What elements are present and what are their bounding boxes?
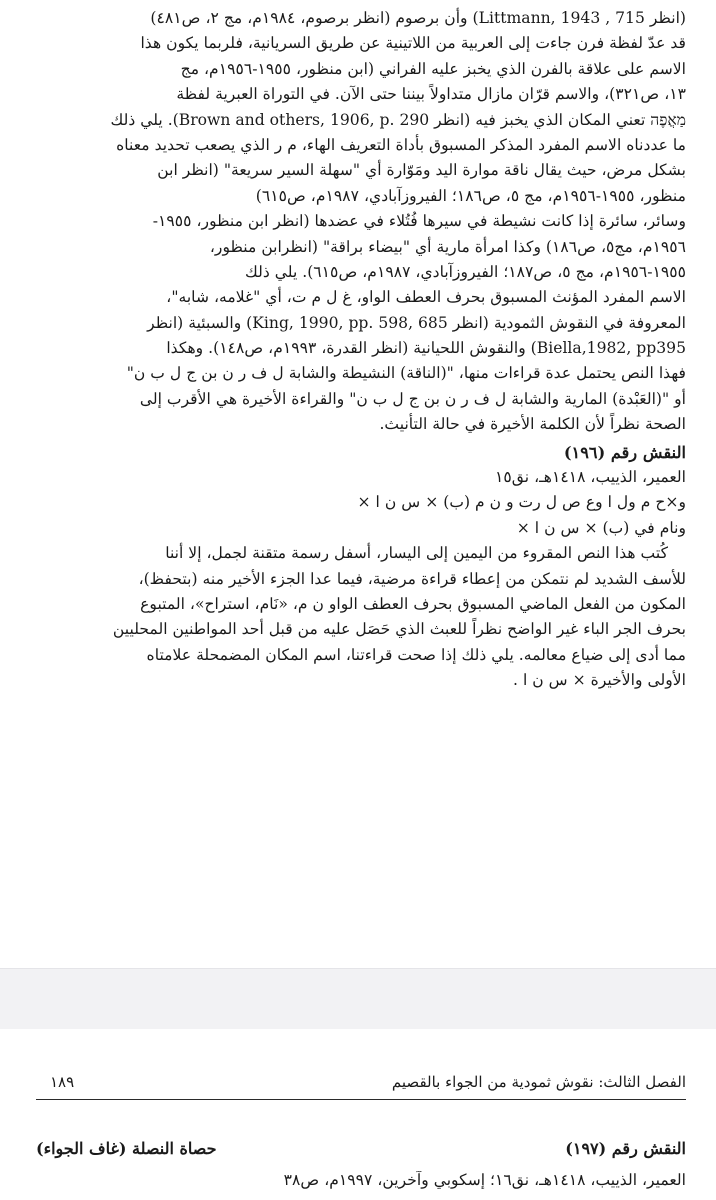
paragraph-line: بحرف الجر الباء غير الواضح نظراً للعبث الذي حَصَل عليه من قبل أحد المواطنين المحليين [112,620,686,639]
chapter-title: الفصل الثالث: نقوش ثمودية من الجواء بالقصيم [391,1073,686,1091]
text-line: Biella,1982, pp395) والنقوش اللحيانية (انظر القدرة، ١٩٩٣م، ص١٤٨). وهكذا [166,339,686,358]
text-line: وسائر، سائرة إذا كانت نشيطة في سيرها فُتُلاء في عضدها (انظر ابن منظور، ١٩٥٥- [152,212,686,231]
section-197-location: حصاة النصلة (غاف الجواء) [36,1139,217,1158]
text-line: الصحة نظراً لأن الكلمة الأخيرة في حالة التأنيث. [379,415,686,434]
text-line: المعروفة في النقوش الثمودية (انظر King, 1990, pp. 598, 685) والسبئية (انظر [147,313,686,332]
text-line: מַאֲפֶה تعني المكان الذي يخبز فيه (انظر Brown and others, 1906, p. 290). يلي ذلك [110,110,686,129]
page-number: ١٨٩ [50,1073,75,1091]
paragraph-line: للأسف الشديد لم نتمكن من إعطاء قراءة مرضية، فيما عدا الجزء الأخير منه (بتحفظ)، [138,569,686,588]
section-196-reference: العمير، الذييب، ١٤١٨هـ، نق١٥ [495,468,686,487]
inscription-line: ونام في (ب) × س ن ا × [516,518,686,537]
paragraph-line: مما أدى إلى ضياع معالمه. يلي ذلك إذا صحت قراءتنا، اسم المكان المضمحلة علامتاه [146,645,686,664]
text-line: ١٩٥٥-١٩٥٦م، مج ٥، ص١٨٧؛ الفيروزآبادي، ١٩٨٧م، ص٦١٥). يلي ذلك [245,262,686,281]
paragraph-line: كُتب هذا النص المقروء من اليمين إلى اليسار، أسفل رسمة متقنة لجمل، إلا أننا [165,544,668,563]
running-header [36,1073,686,1097]
text-line: ١٩٥٦م، مج٥، ص١٨٦) وكذا امرأة مارية أي "بيضاء براقة" (انظرابن منظور، [209,237,686,256]
paragraph-line: الأولى والأخيرة × س ن ا . [513,671,686,690]
body-text [36,6,686,694]
section-196-title: النقش رقم (١٩٦) [563,442,686,462]
page-separator [0,968,716,1030]
text-line: بشكل مرض، حيث يقال ناقة موارة اليد ومَوّارة أي "سهلة السير سريعة" (انظر ابن [157,161,686,180]
text-line: ما عددناه الاسم المفرد المذكر المسبوق بأداة التعريف الهاء، م ر الذي يصعب تحديد معناه [116,135,686,154]
section-197-reference: العمير، الذييب، ١٤١٨هـ، نق١٦؛ إسكوبي وآخرين، ١٩٩٧م، ص٣٨ [283,1171,686,1189]
text-line: (انظر Littmann, 1943 , 715) وأن برصوم (انظر برصوم، ١٩٨٤م، مج ٢، ص٤٨١) [150,9,686,27]
text-line: الاسم على علاقة بالفرن الذي يخبز عليه الفراني (ابن منظور، ١٩٥٥-١٩٥٦م، مج [180,59,686,78]
paragraph-line: المكون من الفعل الماضي المسبوق بحرف العطف الواو ن م، «نَام، استراح»، المتبوع [140,594,686,613]
page-189 [0,1029,716,1200]
text-line: قد عدّ لفظة فرن جاءت إلى العربية من اللاتينية عن طريق السريانية، فلربما يكون هذا [140,34,686,53]
section-197-heading [36,1139,686,1165]
text-line: منظور، ١٩٥٥-١٩٥٦م، مج ٥، ص١٨٦؛ الفيروزآبادي، ١٩٨٧م، ص٦١٥) [255,186,686,205]
header-divider [36,1099,686,1100]
text-line: أو "(العَبْدة) المارية والشابة ل ف ر ن بن ج ل ب ن" والقراءة الأخيرة هي الأقرب إلى [139,389,686,408]
section-197-title: النقش رقم (١٩٧) [565,1139,686,1158]
inscription-line: و×ح م ول ا وع ص ل رت و ن م (ب) × س ن ا × [357,493,686,512]
text-line: فهذا النص يحتمل عدة قراءات منها، "(الناقة) النشيطة والشابة ل ف ر ن بن ج ل ب ن" [126,364,686,383]
text-line: ١٣، ص٣٢١)، والاسم قرّان مازال متداولاً بيننا حتى الآن. في التوراة العبرية لفظة [176,85,686,104]
text-line: الاسم المفرد المؤنث المسبوق بحرف العطف الواو، غ ل م ت، أي "غلامه، شابه"، [166,288,686,307]
